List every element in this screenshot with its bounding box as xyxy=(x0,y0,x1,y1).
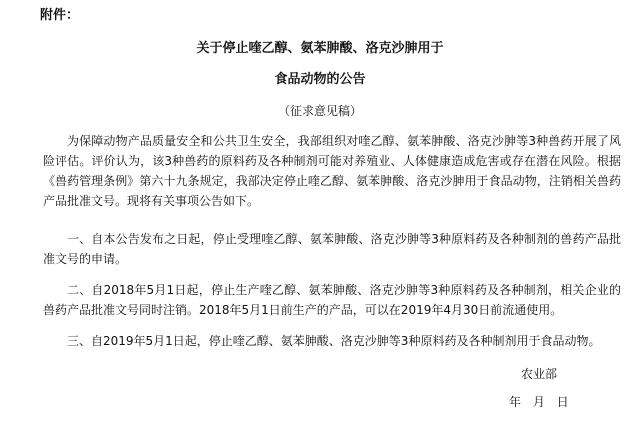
signature-date: 年 月 日 xyxy=(509,395,569,409)
signature-organization: 农业部 xyxy=(521,367,558,381)
attachment-label: 附件： xyxy=(40,8,80,23)
paragraph-intro: 为保障动物产品质量安全和公共卫生安全，我部组织对喹乙醇、氨苯胂酸、洛克沙胂等3种兽药开展了风险评估。评价认为，该3种兽药的原料药及各种制剂可能对养殖业、人体健康造成危害或存在潜在风险。根据《兽药管理条例》第六十九条规定，我部决定停止喹乙醇、氨苯胂酸、洛克沙胂用于食品动物，注销相关兽药产品批准文号。现将有关事项公告如下。 xyxy=(43,134,621,208)
document-title-line-2: 食品动物的公告 xyxy=(274,72,366,87)
paragraph-item-1: 一、自本公告发布之日起，停止受理喹乙醇、氨苯胂酸、洛克沙胂等3种原料药及各种制剂的兽药产品批准文号的申请。 xyxy=(43,232,621,266)
document-subtitle: （征求意见稿） xyxy=(277,104,362,118)
paragraph-item-2: 二、自2018年5月1日起，停止生产喹乙醇、氨苯胂酸、洛克沙胂等3种原料药及各种制剂，相关企业的兽药产品批准文号同时注销。2018年5月1日前生产的产品，可以在2019年4月30日前流通使用。 xyxy=(43,283,621,317)
document-title-line-1: 关于停止喹乙醇、氨苯胂酸、洛克沙胂用于 xyxy=(196,41,444,56)
paragraph-item-3: 三、自2019年5月1日起，停止喹乙醇、氨苯胂酸、洛克沙胂等3种原料药及各种制剂用于食品动物。 xyxy=(67,334,601,348)
